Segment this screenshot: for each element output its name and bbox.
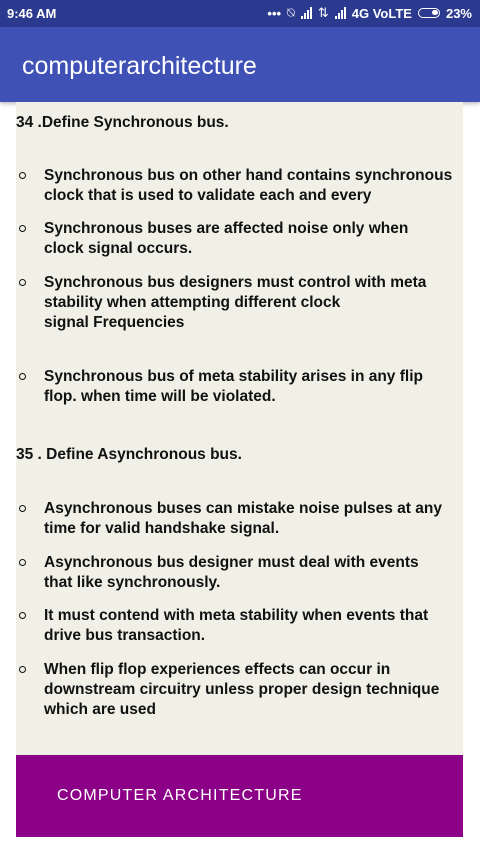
list-item-line: time for valid handshake signal. (44, 520, 280, 537)
bullet-icon (19, 279, 26, 286)
list-item-line: Synchronous bus on other hand contains synchronous (44, 167, 453, 184)
list-item-line: Asynchronous bus designer must deal with events (44, 554, 419, 571)
question-heading: 35 . Define Asynchronous bus. (16, 446, 242, 463)
list-item-line: which are used (44, 701, 156, 718)
list-item-line: clock that is used to validate each and every (44, 187, 372, 204)
bullet-icon (19, 559, 26, 566)
status-icons (267, 5, 472, 21)
list-item-line: It must contend with meta stability when events that (44, 607, 429, 624)
footer-banner[interactable] (16, 755, 463, 837)
list-item-line: Synchronous bus of meta stability arises in any flip (44, 368, 423, 385)
list-item-line: that like synchronously. (44, 574, 221, 591)
battery-icon (418, 8, 440, 18)
bullet-icon (19, 373, 26, 380)
data-arrows-icon: ⇅ (317, 5, 329, 20)
list-item-line: Asynchronous buses can mistake noise pulses at any (44, 500, 442, 517)
signal-icon (301, 7, 312, 19)
status-time: 9:46 AM (7, 6, 57, 21)
content-scroll-area[interactable] (16, 102, 463, 755)
list-item-line: When flip flop experiences effects can occur in (44, 661, 391, 678)
status-bar (0, 0, 480, 27)
list-item-line: downstream circuitry unless proper design technique (44, 681, 440, 698)
app-bar (0, 27, 480, 102)
alarm-off-icon: ⍉ (287, 5, 295, 20)
list-item-line: flop. when time will be violated. (44, 388, 276, 405)
signal-icon (335, 7, 346, 19)
bullet-icon (19, 172, 26, 179)
footer-label: COMPUTER ARCHITECTURE (57, 787, 303, 804)
bullet-icon (19, 225, 26, 232)
list-item-line: Synchronous buses are affected noise only when (44, 220, 409, 237)
list-item-line: clock signal occurs. (44, 240, 193, 257)
list-item-line: drive bus transaction. (44, 627, 206, 644)
bullet-icon (19, 666, 26, 673)
list-item-line: signal Frequencies (44, 314, 185, 331)
bullet-icon (19, 505, 26, 512)
list-item-line: stability when attempting different clock (44, 294, 341, 311)
network-type: 4G VoLTE (351, 5, 412, 21)
bullet-icon (19, 612, 26, 619)
more-dots-icon: ••• (267, 5, 282, 21)
battery-percent: 23% (445, 5, 472, 21)
list-item-line: Synchronous bus designers must control with meta (44, 274, 427, 291)
question-heading: 34 .Define Synchronous bus. (16, 114, 229, 131)
app-title: computerarchitecture (22, 52, 257, 80)
